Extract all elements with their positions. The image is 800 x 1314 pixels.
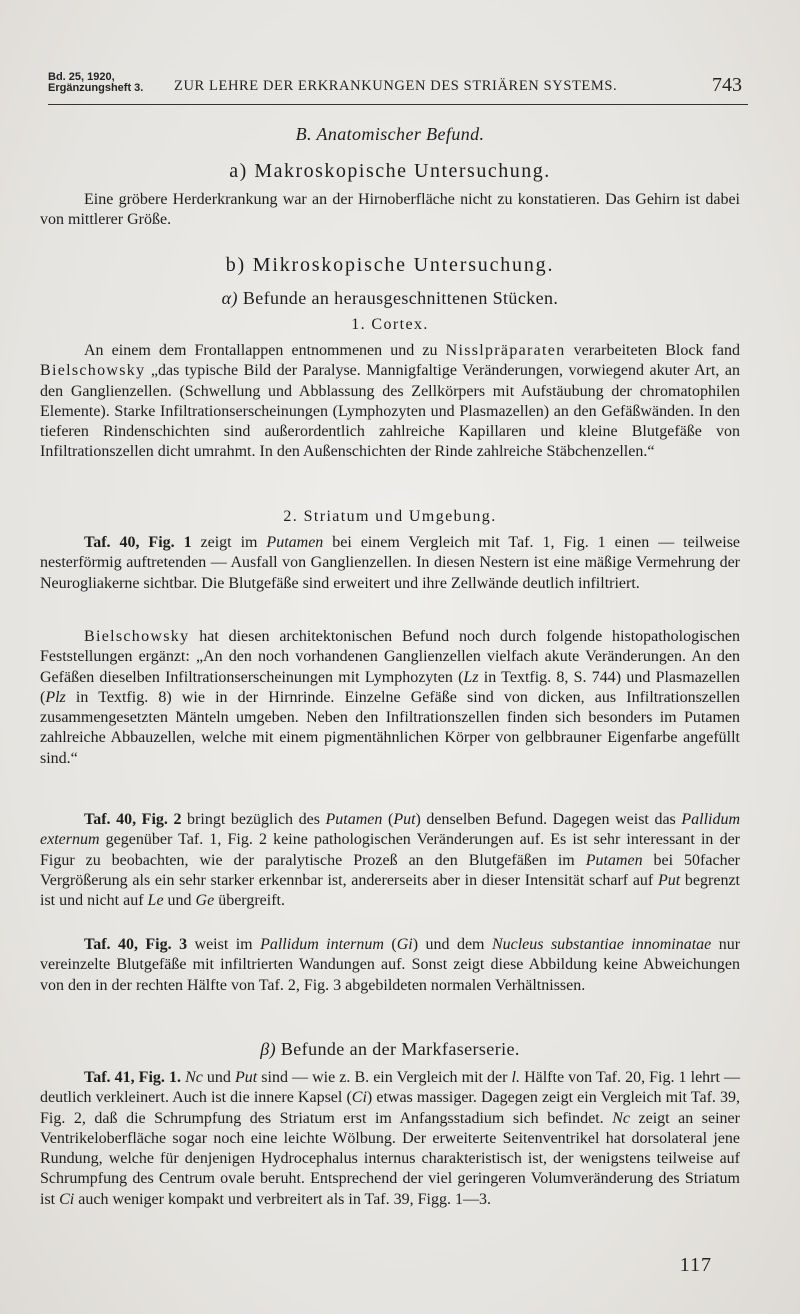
striatum-heading: 2. Striatum und Umgebung. <box>283 508 497 525</box>
text-run: „das typische Bild der Paralyse. Mannigfaltige Veränderungen, vorwiegend akuter Art, an den Ganglienzellen. (Schwellung und Abblassung des Zellkörpers mit Aufstäubung der chromatophilen Elemente). Starke Infiltrationserscheinungen (Lymphozyten und Plasmazellen) an den Gefäßwänden. In den tieferen Rindenschichten sind außerordentlich zahlreiche Kapillaren und kleine Blutgefäße von Infiltrationszellen dicht umrahmt. In den Außenschichten der Rinde zahlreiche Stäbchenzellen.“ <box>40 362 740 461</box>
abbreviation: Ci <box>351 1089 367 1107</box>
text-run: ) denselben Befund. Dagegen weist das <box>415 811 682 828</box>
running-title: ZUR LEHRE DER ERKRANKUNGEN DES STRIÄREN SYSTEMS. <box>174 78 618 94</box>
volume-info <box>48 72 143 94</box>
text-run: zeigt an seiner Ventrikeloberfläche sogar noch eine leichte Wölbung. Der erweiterte Seitenventrikel hat dorsolateral jene Rundung, welche für denjenigen Hydrocephalus internus charakteristisch ist, der wenigstens teilweise auf Schrumpfung des Centrum ovale beruht. Entsprechend der viel geringeren Volumveränderung des Striatum ist <box>40 1109 740 1208</box>
author-name: Bielschowsky <box>40 362 146 380</box>
anatomical-term: Putamen <box>325 811 383 828</box>
text-run: in Textfig. 8, S. 744) und Plasmazellen ( <box>40 668 741 706</box>
page-number: 743 <box>712 74 742 96</box>
anatomical-term: Putamen <box>585 851 643 869</box>
figure-reference: Taf. 40, Fig. 1 <box>84 534 192 551</box>
abbreviation: Nc <box>612 1109 630 1127</box>
text-run: bringt bezüglich des <box>181 811 326 828</box>
figure-reference: Taf. 40, Fig. 3 <box>84 936 188 953</box>
volume-line: Bd. 25, 1920, <box>48 71 115 83</box>
abbreviation: Lz <box>463 668 479 686</box>
text-run: weist im <box>187 936 261 953</box>
cortex-heading: 1. Cortex. <box>351 316 429 333</box>
text-run: übergreift. <box>214 892 285 910</box>
anatomical-term: Putamen <box>266 534 324 551</box>
text-run: ( <box>383 936 397 953</box>
figure-reference: Taf. 40, Fig. 2 <box>84 811 182 828</box>
abbreviation: Ci <box>59 1190 75 1208</box>
text-run: in Textfig. 8) wie in der Hirnrinde. Einzelne Gefäße sind von dicken, aus Infiltrationszellen zusammengesetzten Mänteln umgeben. Neben den Infiltrationszellen finden sich besonders im Putamen zahlreiche Abbauzellen, welche mit einem pigmentähnlichen Körper von gelbbrauner Eigenfarbe angefüllt sind.“ <box>40 688 740 767</box>
author-name: Nisslpräparaten <box>445 342 566 359</box>
sheet-signature: 117 <box>679 1254 712 1276</box>
text-run: hat diesen architektonischen Befund noch durch folgende histopathologischen Feststellungen ergänzt: „An den noch vorhandenen Ganglienzellen vielfach akute Veränderungen. An den Gefäßen dieselben Infiltrationserscheinungen mit Lymphozyten ( <box>40 628 740 686</box>
alpha-heading: Befunde an herausgeschnittenen Stücken. <box>242 288 559 308</box>
text-run: ) etwas massiger. Dagegen zeigt ein Vergleich mit Taf. 39, Fig. 2, daß die Schrumpfung des Striatum erst im Anfangsstadium sich befindet. <box>40 1089 740 1127</box>
text-run: begrenzt ist und nicht auf <box>40 871 741 910</box>
anatomical-term: Nucleus substantiae innominatae <box>491 936 712 953</box>
paragraph-makro <box>40 190 740 231</box>
text-run: auch weniger kompakt und verbreitert als in Taf. 39, Figg. 1—3. <box>74 1190 491 1208</box>
text-run: verarbeiteten Block fand <box>565 342 740 359</box>
text-run: bei 50facher Vergrößerung als ein sehr starker erkennbar ist, andererseits aber in dieser Intensität scharf auf <box>40 851 740 889</box>
paragraph-taf40-fig3 <box>40 935 740 996</box>
text-run: bei einem Vergleich mit Taf. 1, Fig. 1 einen — teilweise nesterförmig auftretenden — Ausfall von Ganglienzellen. In diesen Nestern ist eine mäßige Vermehrung der Neurogliakerne sichtbar. Die Blutgefäße sind erweitert und ihre Zellwände deutlich infiltriert. <box>40 534 741 592</box>
text-run: sind — wie z. B. ein Vergleich mit der <box>257 1069 512 1086</box>
abbreviation: Gi <box>396 936 413 953</box>
paragraph-bielschowsky <box>40 627 740 769</box>
text-run: und <box>163 892 196 910</box>
paragraph-taf40-fig1 <box>40 533 740 594</box>
paragraph-cortex <box>40 341 740 463</box>
anatomical-term: Pallidum internum <box>260 936 384 953</box>
section-title: B. Anatomischer Befund. <box>295 124 485 144</box>
supplement-line: Ergänzungsheft 3. <box>48 82 144 94</box>
abbreviation: Put <box>235 1069 258 1086</box>
text-run: ) und dem <box>412 936 492 953</box>
author-name: Bielschowsky <box>84 628 190 645</box>
text-run: nur vereinzelte Blutgefäße mit infiltrierten Wandungen auf. Sonst zeigt diese Abbildung keine Abweichungen von den in der rechten Hälfte von Taf. 2, Fig. 3 abgebildeten normalen Verhältnissen. <box>40 936 741 994</box>
text-run: gegenüber Taf. 1, Fig. 2 keine pathologischen Veränderungen auf. Es ist sehr interessant in der Figur zu beobachten, wie der paralytische Prozeß an den Blutgefäßen im <box>40 831 740 869</box>
abbreviation: Put <box>657 871 681 889</box>
text-run: Hälfte von Taf. 20, Fig. 1 lehrt — deutlich verkleinert. Auch ist die innere Kapsel ( <box>40 1069 741 1107</box>
text-run: An einem dem Frontallappen entnommenen und zu <box>84 342 446 359</box>
subheading-beta <box>40 1039 740 1060</box>
beta-heading: Befunde an der Markfaserserie. <box>280 1039 520 1059</box>
text-run: ( <box>382 811 394 828</box>
section-heading <box>40 124 740 145</box>
abbreviation: Le <box>147 892 164 910</box>
figure-reference: Taf. 41, Fig. 1. <box>84 1069 181 1086</box>
paragraph-taf40-fig2 <box>40 810 740 911</box>
subheading-makro: a) Makroskopische Untersuchung. <box>229 160 551 182</box>
abbreviation: l. <box>511 1069 520 1086</box>
subheading-alpha <box>40 288 740 309</box>
text-run: zeigt im <box>191 534 267 551</box>
anatomical-term: Pallidum externum <box>40 811 741 849</box>
abbreviation: Put <box>393 811 416 828</box>
abbreviation: Nc <box>185 1069 203 1086</box>
alpha-marker: α) <box>221 288 238 308</box>
abbreviation: Plz <box>45 688 66 706</box>
paragraph-taf41-fig1 <box>40 1068 740 1210</box>
subheading-mikro: b) Mikroskopische Untersuchung. <box>225 254 555 276</box>
running-header <box>48 70 748 105</box>
text-run: und <box>202 1069 235 1086</box>
abbreviation: Ge <box>195 892 215 910</box>
paragraph-text: Eine gröbere Herderkrankung war an der Hirnoberfläche nicht zu konstatieren. Das Gehirn ist dabei von mittlerer Größe. <box>40 191 740 229</box>
beta-marker: β) <box>260 1039 276 1059</box>
